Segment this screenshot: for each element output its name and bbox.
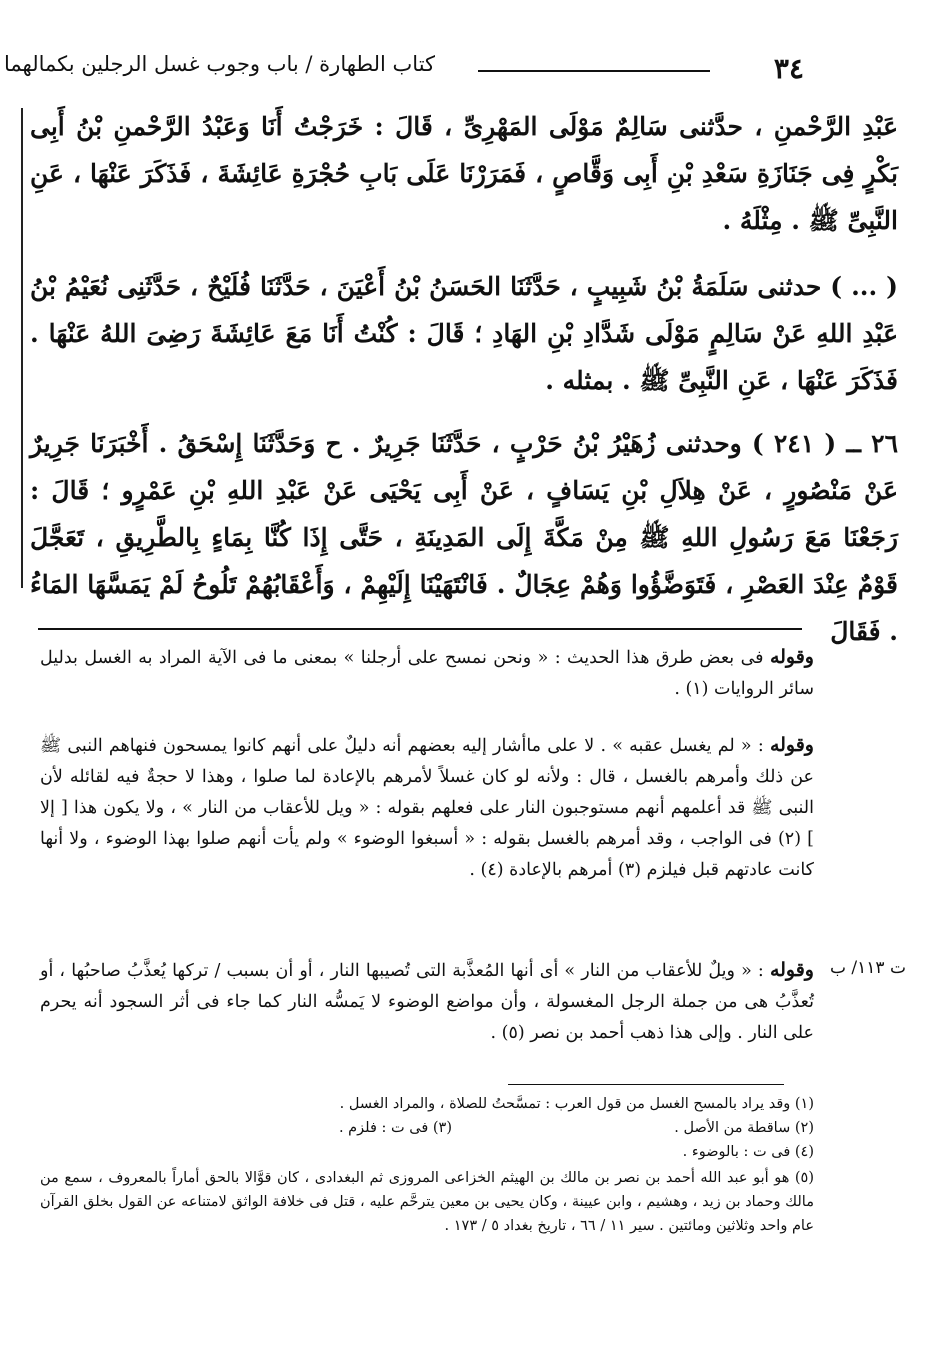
commentary-lead: وقوله xyxy=(769,959,814,981)
commentary-text: : « ويلٌ للأعقاب من النار » أى أنها المُعذَّبة التى تُصيبها النار ، أو أن بسبب / تركها يُعذَّبُ صاحبُها ، أو تُعذَّبُ هى من جملة الرجل المغسولة ، وأن مواضع الوضوء لا يَمسُّه النار كما جاء فى أثر السجود أنه يحرم على النار . وإلى هذا ذهب أحمد بن نصر (٥) . xyxy=(40,961,814,1043)
page-number: ٣٤ xyxy=(773,52,804,85)
hadith-text: ٢٦ ــ ( ٢٤١ ) وحدثنى زُهَيْرُ بْنُ حَرْبٍ ، حَدَّثَنَا جَرِيرٌ . ح وَحَدَّثَنَا إِسْحَقُ . أَخْبَرَنَا جَرِيرٌ عَنْ مَنْصُورٍ ، عَنْ هِلاَلِ بْنِ يَسَافٍ ، عَنْ أَبِى يَحْيَى عَنْ عَبْدِ اللهِ بْنِ عَمْرٍو ؛ قَالَ : رَجَعْنَا مَعَ رَسُولِ اللهِ ﷺ مِنْ مَكَّةَ إِلَى المَدِينَةِ ، حَتَّى إِذَا كُنَّا بِمَاءٍ بِالطَّرِيقِ ، تَعَجَّلَ قَوْمٌ عِنْدَ العَصْرِ ، فَتَوَضَّؤُوا وَهُمْ عِجَالٌ . فَانْتَهَيْنَا إِلَيْهِمْ ، وَأَعْقَابُهُمْ تَلُوحُ لَمْ يَمَسَّهَا المَاءُ . فَقَالَ xyxy=(30,429,898,646)
hadith-text: عَبْدِ الرَّحْمنِ ، حدَّثنى سَالِمٌ مَوْلَى المَهْرِىِّ ، قَالَ : خَرَجْتُ أَنَا وَعَبْدُ الرَّحْمنِ بْنُ أَبِى بَكْرٍ فِى جَنَازَةِ سَعْدِ بْنِ أَبِى وَقَّاصٍ ، فَمَرَرْنَا عَلَى بَابِ حُجْرَةِ عَائِشَةَ ، فَذَكَرَ عَنْهَا ، عَنِ النَّبِىِّ ﷺ . مِثْلَهُ . xyxy=(30,112,898,235)
margin-bar xyxy=(21,108,23,588)
header-rule xyxy=(478,70,710,72)
hadith-text: ( ... ) حدثنى سَلَمَةُ بْنُ شَبِيبٍ ، حَدَّثَنَا الحَسَنُ بْنُ أَعْيَنَ ، حَدَّثَنَا فُلَيْحٌ ، حَدَّثَنِى نُعَيْمُ بْنُ عَبْدِ اللهِ عَنْ سَالِمٍ مَوْلَى شَدَّادِ بْنِ الهَادِ ؛ قَالَ : كُنْتُ أَنَا مَعَ عَائِشَةَ رَضِىَ اللهُ عَنْهَا . فَذَكَرَ عَنْهَا ، عَنِ النَّبِىِّ ﷺ . بمثله . xyxy=(30,272,898,395)
running-header: كتاب الطهارة / باب وجوب غسل الرجلين بكمالهما xyxy=(4,52,436,76)
footnote-text: (٢) ساقطة من الأصل . xyxy=(674,1120,814,1136)
commentary-lead: وقوله xyxy=(769,646,814,668)
manuscript-folio-note: ت ١١٣/ ب xyxy=(830,958,906,978)
footnote-text: (٤) فى ت : بالوضوء . xyxy=(682,1144,814,1160)
footnote-text: (٥) هو أبو عبد الله أحمد بن نصر بن مالك بن الهيثم الخزاعى المروزى ثم البغدادى ، كان قوَّالا بالحق أماراً بالمعروف ، سمع من مالك وحماد بن زيد ، وهشيم ، وابن عيينة ، وكان يحيى بن معين يترحَّم عليه ، قتل فى خلافة الواثق لامتناعه عن القول بخلق القرآن عام واحد وثلاثين ومائتين . سير ١١ / ٦٦ ، تاريخ بغداد ٥ / ١٧٣ . xyxy=(40,1170,814,1234)
commentary-text: فى بعض طرق هذا الحديث : « ونحن نمسح على أرجلنا » بمعنى ما فى الآية المراد به الغسل بدليل سائر الروايات (١) . xyxy=(40,648,814,699)
commentary-paragraph-2 xyxy=(40,730,814,886)
commentary-divider xyxy=(38,628,802,630)
footnote-divider xyxy=(508,1084,784,1085)
footnote-text: (١) وقد يراد بالمسح الغسل من قول العرب : تمسَّحتُ للصلاة ، والمراد الغسل . xyxy=(339,1096,814,1112)
footnote-4 xyxy=(40,1140,814,1164)
footnote-1 xyxy=(40,1092,814,1116)
commentary-paragraph-1 xyxy=(40,642,814,705)
commentary-text: : « لم يغسل عقبه » . لا على ماأشار إليه بعضهم أنه دليلٌ على أنهم كانوا يمسحون فنهاهم النبى ﷺ عن ذلك وأمرهم بالغسل ، قال : ولأنه لو كان غسلاً لأمرهم بالإعادة لما صلوا ، وهذا لا حجةٌ فيه لقائله لأن النبى ﷺ قد أعلمهم أنهم مستوجبون النار على فعلهم بقوله : « ويل للأعقاب من النار » ، ولا يكون هذا [ إلا ] (٢) فى الواجب ، وقد أمرهم بالغسل بقوله : « أسبغوا الوضوء » ولم يأت أنهم صلوا بهذا الوضوء ، ولا أنها كانت عادتهم قبل فيلزم (٣) أمرهم بالإعادة (٤) . xyxy=(40,736,814,880)
hadith-paragraph-1 xyxy=(30,103,898,244)
footnote-text: (٣) فى ت : فلزم . xyxy=(338,1120,452,1136)
hadith-paragraph-2 xyxy=(30,263,898,404)
footnote-3 xyxy=(339,1116,452,1140)
commentary-lead: وقوله xyxy=(769,734,814,756)
commentary-paragraph-3 xyxy=(40,955,814,1049)
hadith-paragraph-3 xyxy=(30,420,898,655)
footnote-5 xyxy=(40,1166,814,1238)
